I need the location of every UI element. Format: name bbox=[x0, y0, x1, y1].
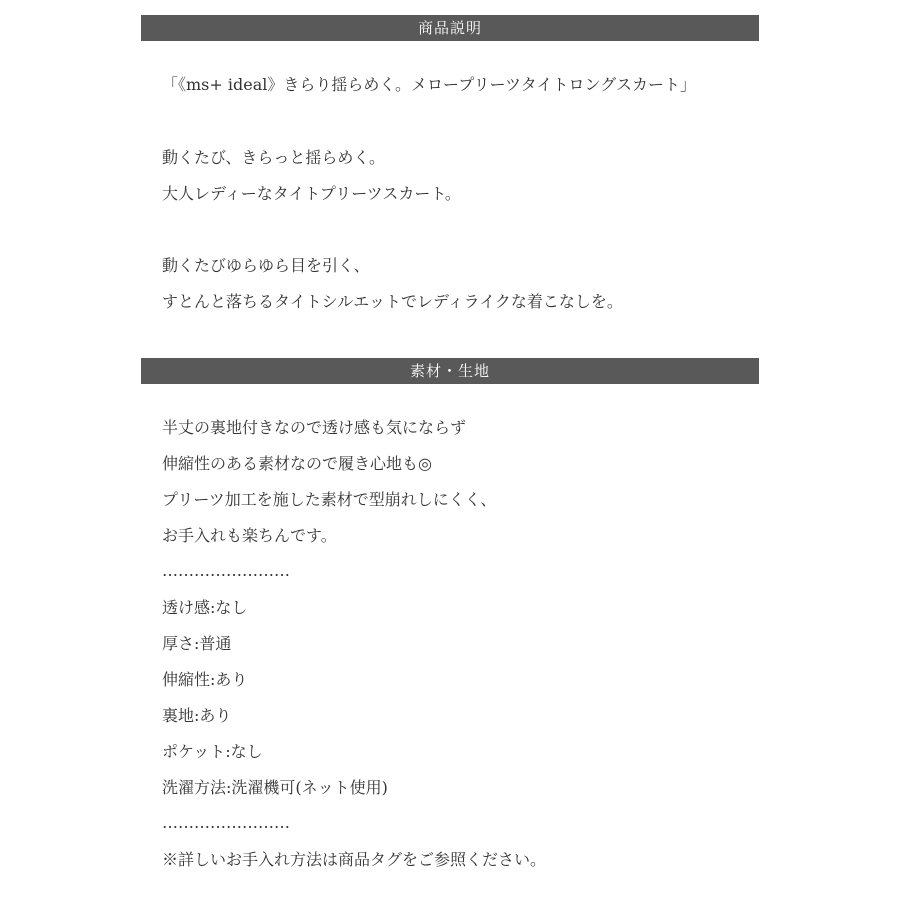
spec-thickness: 厚さ:普通 bbox=[162, 634, 232, 653]
product-title: 「《ms+ ideal》きらり揺らめく。メロープリーツタイトロングスカート」 bbox=[162, 75, 697, 94]
description-line: 動くたび、きらっと揺らめく。 bbox=[162, 148, 386, 167]
spec-sheerness: 透け感:なし bbox=[162, 598, 248, 617]
spec-lining: 裏地:あり bbox=[162, 706, 232, 725]
section-header-description: 商品説明 bbox=[141, 15, 759, 41]
material-intro-line: 伸縮性のある素材なので履き心地も◎ bbox=[162, 454, 432, 473]
material-intro-line: 半丈の裏地付きなので透け感も気にならず bbox=[162, 418, 467, 437]
section-header-material: 素材・生地 bbox=[141, 358, 759, 384]
description-line: 大人レディーなタイトプリーツスカート。 bbox=[162, 184, 461, 203]
description-line: すとんと落ちるタイトシルエットでレディライクな着こなしを。 bbox=[162, 292, 623, 311]
material-intro-line: プリーツ加工を施した素材で型崩れしにくく、 bbox=[162, 490, 497, 509]
spec-stretch: 伸縮性:あり bbox=[162, 670, 248, 689]
material-intro-line: お手入れも楽ちんです。 bbox=[162, 526, 337, 545]
dotted-divider: …………………… bbox=[162, 561, 290, 580]
spec-washing: 洗濯方法:洗濯機可(ネット使用) bbox=[162, 778, 388, 797]
spec-pocket: ポケット:なし bbox=[162, 742, 263, 761]
care-note: ※詳しいお手入れ方法は商品タグをご参照ください。 bbox=[162, 850, 547, 869]
dotted-divider: …………………… bbox=[162, 813, 290, 832]
description-line: 動くたびゆらゆら目を引く、 bbox=[162, 256, 370, 275]
